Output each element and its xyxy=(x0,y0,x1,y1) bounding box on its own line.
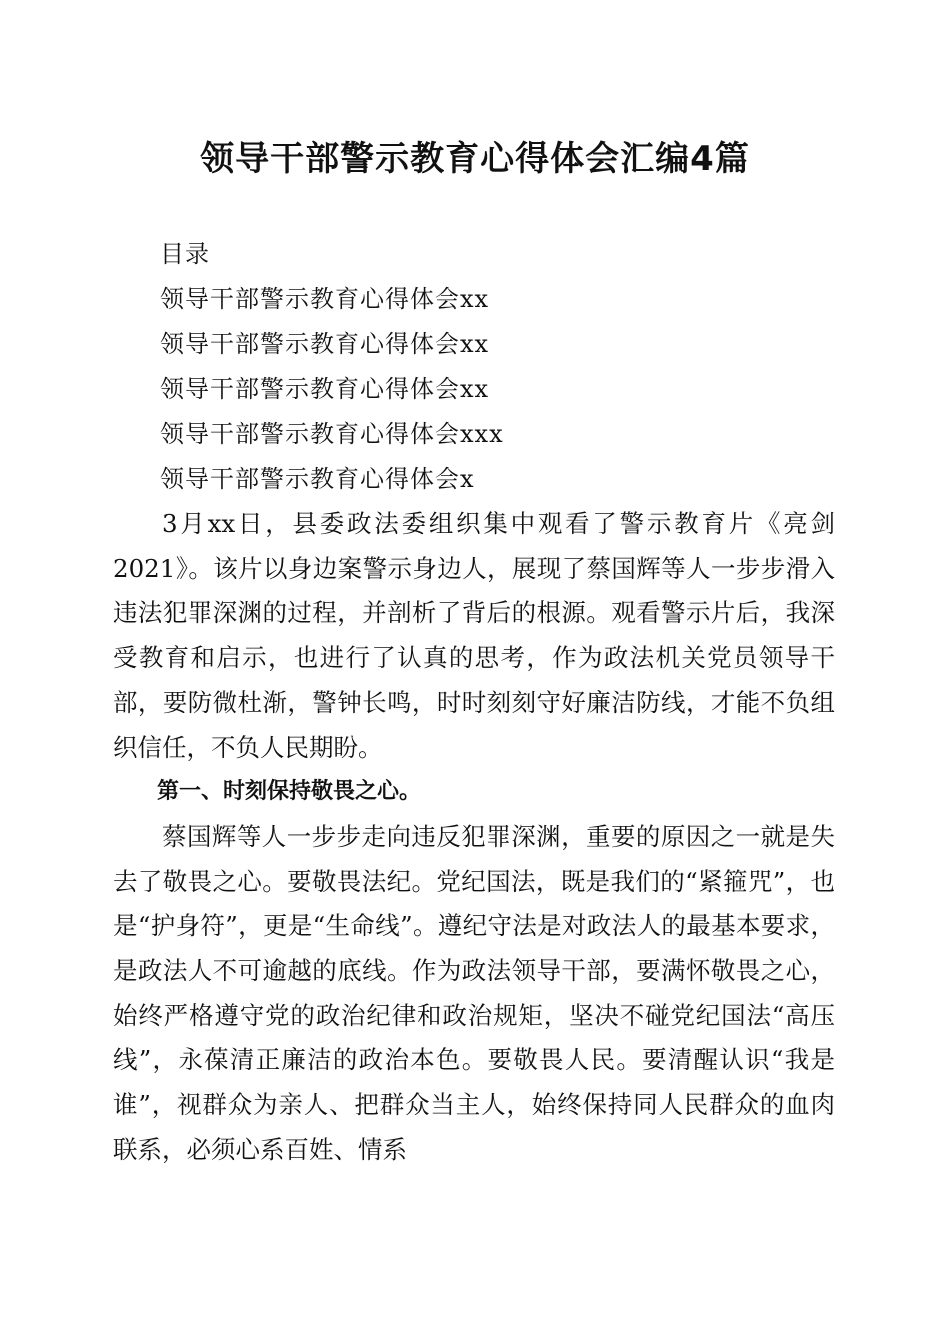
intro-paragraph: 3月xx日，县委政法委组织集中观看了警示教育片《亮剑2021》。该片以身边案警示身边人，展现了蔡国辉等人一步步滑入违法犯罪深渊的过程，并剖析了背后的根源。观看警示片后，我深受教育和启示，也进行了认真的思考，作为政法机关党员领导干部，要防微杜渐，警钟长鸣，时时刻刻守好廉洁防线，才能不负组织信任，不负人民期盼。 xyxy=(113,509,835,762)
toc-item: 领导干部警示教育心得体会x xyxy=(160,465,475,493)
toc-item: 领导干部警示教育心得体会xx xyxy=(160,375,490,403)
toc-item: 领导干部警示教育心得体会xx xyxy=(160,285,490,313)
document-title: 领导干部警示教育心得体会汇编4篇 xyxy=(200,139,750,179)
toc-item: 领导干部警示教育心得体会xx xyxy=(160,330,490,358)
toc-label: 目录 xyxy=(160,240,210,268)
document-body xyxy=(113,502,835,1173)
section-heading: 第一、时刻保持敬畏之心。 xyxy=(157,779,422,805)
table-of-contents xyxy=(160,232,820,502)
toc-item: 领导干部警示教育心得体会xxx xyxy=(160,420,504,448)
body-paragraph: 蔡国辉等人一步步走向违反犯罪深渊，重要的原因之一就是失去了敬畏之心。要敬畏法纪。党纪国法，既是我们的“紧箍咒”，也是“护身符”，更是“生命线”。遵纪守法是对政法人的最基本要求，是政法人不可逾越的底线。作为政法领导干部，要满怀敬畏之心，始终严格遵守党的政治纪律和政治规矩，坚决不碰党纪国法“高压线”，永葆清正廉洁的政治本色。要敬畏人民。要清醒认识“我是谁”，视群众为亲人、把群众当主人，始终保持同人民群众的血肉联系，必须心系百姓、情系 xyxy=(113,821,835,1164)
